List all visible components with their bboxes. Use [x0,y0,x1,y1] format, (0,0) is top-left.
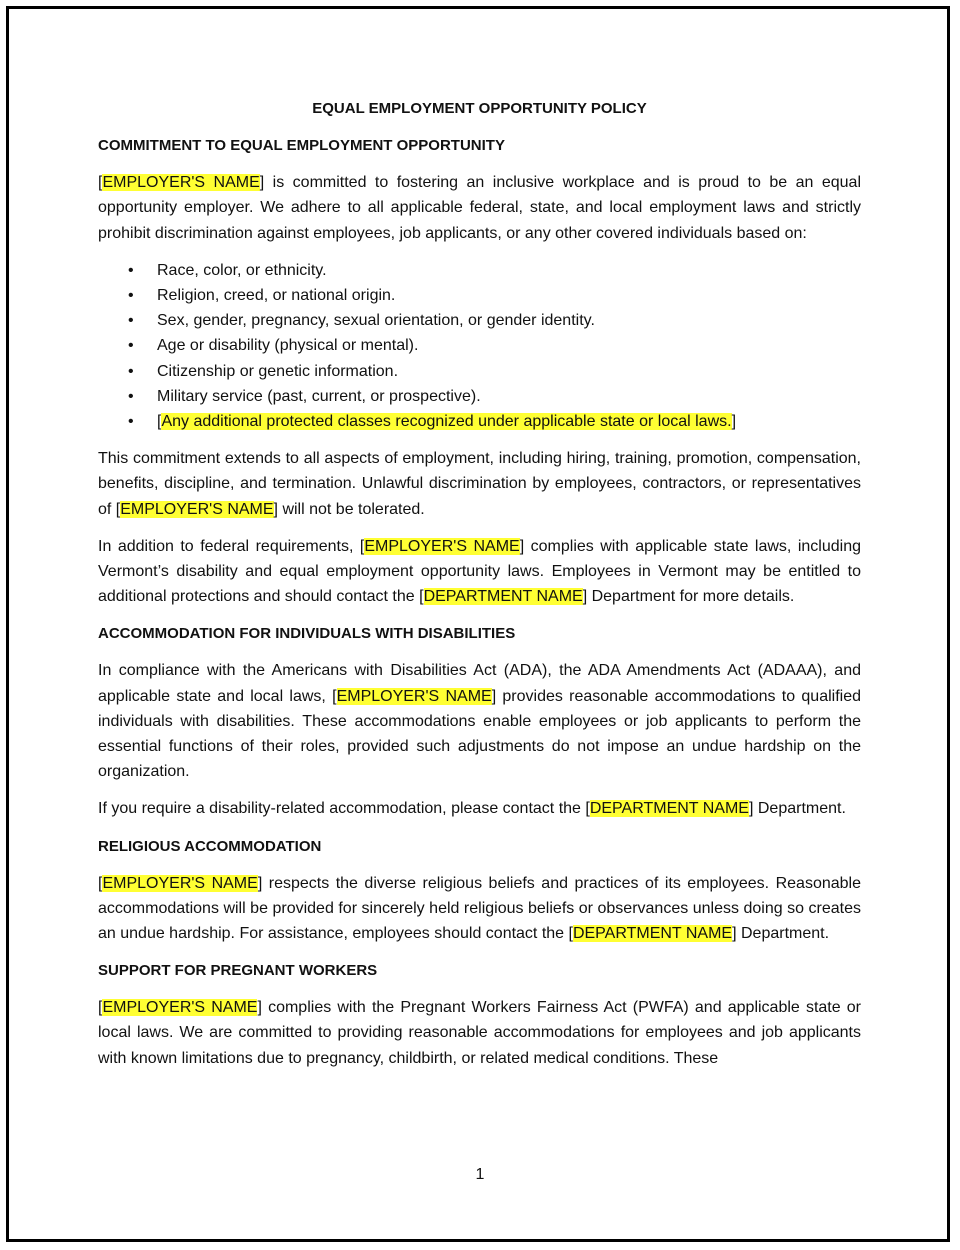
document-title: EQUAL EMPLOYMENT OPPORTUNITY POLICY [312,100,647,117]
paragraph-text: ] provides reasonable accommodations to qualified individuals with disabilities. These accommodations enable employees or job applicants to perform the essential functions of their roles, provided such adjustments do not impose an undue hardship on the organization. [98,687,862,781]
bullet-icon: • [128,312,134,330]
list-item [98,258,861,283]
bracket-text: ] [731,413,737,431]
paragraph-text: ] complies with the Pregnant Workers Fairness Act (PWFA) and applicable state or local laws. We are committed to providing reasonable accommodations for employees and job applicants with known limitations due to pregnancy, childbirth, or related medical conditions. These [98,999,862,1067]
employer-name-placeholder: EMPLOYER'S NAME [336,687,492,705]
bullet-icon: • [128,387,134,405]
bullet-icon: • [128,287,134,305]
list-item-text: Military service (past, current, or prospective). [157,387,481,405]
religious-paragraph-1 [98,871,861,947]
commitment-paragraph-3 [98,534,861,610]
commitment-paragraph-2 [98,446,861,522]
list-item [98,384,861,409]
paragraph-text: ] Department. [732,925,830,943]
department-name-placeholder: DEPARTMENT NAME [589,800,749,818]
employer-name-placeholder: EMPLOYER'S NAME [120,500,274,518]
list-item-text: Religion, creed, or national origin. [157,287,396,305]
pregnant-paragraph-1 [98,995,861,1071]
paragraph-text: ] respects the diverse religious beliefs and practices of its employees. Reasonable accommodations will be provided for sincerely held religious beliefs or observances unless doing so creates an undue hardship. For assistance, employees should contact the [ [98,874,862,943]
paragraph-text: This commitment extends to all aspects of employment, including hiring, training, promotion, compensation, benefits, discipline, and termination. Unlawful discrimination by employees, contractors, or representatives of [ [98,450,861,518]
bracket-text: [ [98,874,103,892]
paragraph-text: ] complies with applicable state laws, including Vermont’s disability and equal employment opportunity laws. Employees in Vermont may be entitled to additional protections and should contact the [ [98,537,861,606]
list-item-text: Race, color, or ethnicity. [157,261,327,279]
employer-name-placeholder: EMPLOYER'S NAME [102,874,258,892]
paragraph-text: ] Department. [748,800,846,818]
paragraph-text: If you require a disability-related accommodation, please contact the [ [98,800,590,818]
bracket-text: [ [98,174,103,192]
department-name-placeholder: DEPARTMENT NAME [423,588,583,606]
commitment-paragraph-1 [98,170,861,246]
list-item [98,333,861,358]
bullet-icon: • [128,261,134,279]
additional-classes-placeholder: Any additional protected classes recognized under applicable state or local laws. [161,413,732,431]
paragraph-text: In compliance with the Americans with Disabilities Act (ADA), the ADA Amendments Act (ADAAA), and applicable state and local laws, [ [98,662,861,705]
list-item [98,308,861,333]
list-item [98,409,861,434]
employer-name-placeholder: EMPLOYER'S NAME [102,174,260,192]
department-name-placeholder: DEPARTMENT NAME [572,925,733,943]
paragraph-text: ] Department for more details. [582,588,795,606]
section-heading-pregnant-workers: SUPPORT FOR PREGNANT WORKERS [98,962,378,980]
list-item-text: Citizenship or genetic information. [157,362,399,380]
paragraph-text: ] is committed to fostering an inclusive workplace and is proud to be an equal opportunity employer. We adhere to all applicable federal, state, and local employment laws and strictly prohibit discrimination against employees, job applicants, or any other covered individuals based on: [98,174,862,242]
page-number: 1 [475,1166,485,1183]
document-body [98,96,861,1083]
disabilities-paragraph-2 [98,796,861,821]
list-item [98,283,861,308]
list-item-text: Age or disability (physical or mental). [157,337,419,355]
section-heading-commitment: COMMITMENT TO EQUAL EMPLOYMENT OPPORTUNITY [98,137,505,155]
list-item-text: Sex, gender, pregnancy, sexual orientation, or gender identity. [157,312,595,330]
section-heading-disabilities: ACCOMMODATION FOR INDIVIDUALS WITH DISABILITIES [98,625,516,643]
protected-classes-list [98,258,861,434]
bullet-icon: • [128,413,134,431]
paragraph-text: In addition to federal requirements, [ [98,537,365,555]
bullet-icon: • [128,337,134,355]
employer-name-placeholder: EMPLOYER'S NAME [364,537,520,555]
bullet-icon: • [128,362,134,380]
paragraph-text: ] will not be tolerated. [273,500,425,518]
section-heading-religious: RELIGIOUS ACCOMMODATION [98,837,322,855]
disabilities-paragraph-1 [98,658,861,784]
bracket-text: [ [157,413,162,431]
list-item [98,359,861,384]
bracket-text: [ [98,999,103,1017]
employer-name-placeholder: EMPLOYER'S NAME [102,999,258,1017]
